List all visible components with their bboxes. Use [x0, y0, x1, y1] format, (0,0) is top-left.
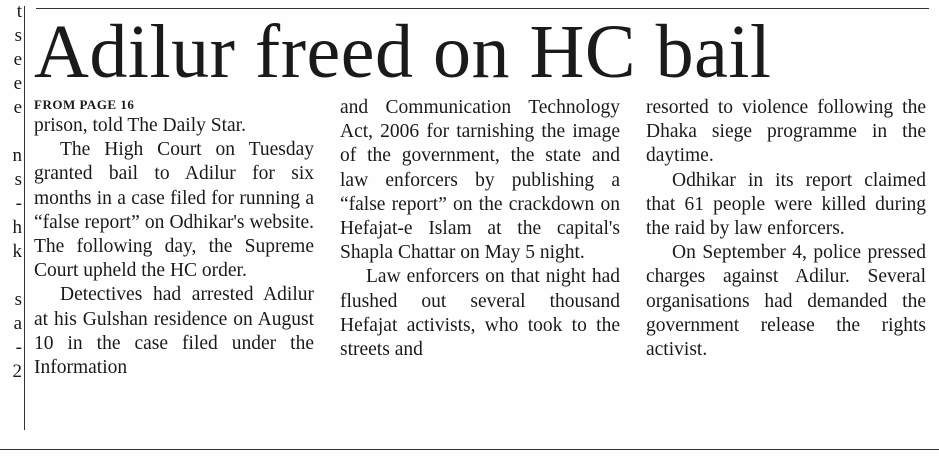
paragraph-continued: resorted to violence following the Dhaka siege programme in the daytime.: [646, 97, 926, 167]
edge-char: s: [14, 169, 22, 190]
edge-char: s: [14, 289, 22, 310]
paragraph: prison, told The Daily Star.: [34, 115, 246, 136]
article-column-3: [646, 96, 926, 362]
edge-char: e: [13, 49, 22, 70]
article-column-2: [340, 96, 620, 362]
headline: Adilur freed on HC bail: [34, 10, 772, 94]
paragraph-continued: and Communication Technology Act, 2006 for tarnishing the image of the government, the state and law enforcers by publishing a “false report” on the crackdown on Hefajat-e Islam at the capital's Shapla Chattar on May 5 night.: [340, 97, 620, 264]
article-column-1: [34, 96, 314, 380]
adjacent-article-edge: [0, 0, 22, 430]
top-rule: [36, 8, 929, 9]
edge-char: k: [12, 241, 22, 262]
paragraph: Law enforcers on that night had flushed out several thousand Hefajat activists, who took to the streets and: [340, 266, 620, 361]
edge-char: n: [12, 145, 22, 166]
edge-char: -: [15, 193, 22, 214]
paragraph: On September 4, police pressed charges against Adilur. Several organisations had demanded the government release the rights activist.: [646, 242, 926, 361]
column-divider: [24, 6, 25, 430]
edge-char: 2: [12, 361, 22, 382]
edge-char: t: [16, 1, 22, 22]
edge-char: [0, 264, 22, 288]
edge-char: s: [14, 25, 22, 46]
jump-line: FROM PAGE 16: [34, 97, 135, 112]
paragraph: Detectives had arrested Adilur at his Gulshan residence on August 10 in the case filed under the Information: [34, 284, 314, 379]
bottom-rule: [0, 449, 939, 450]
edge-char: [0, 120, 22, 144]
paragraph: Odhikar in its report claimed that 61 people were killed during the raid by law enforcers.: [646, 169, 926, 240]
edge-char: h: [12, 217, 22, 238]
edge-char: e: [13, 97, 22, 118]
paragraph: The High Court on Tuesday granted bail to Adilur for six months in a case filed for running a “false report” on Odhikar's website. The following day, the Supreme Court upheld the HC order.: [34, 139, 314, 282]
edge-char: a: [13, 313, 22, 334]
edge-char: e: [13, 73, 22, 94]
edge-char: -: [15, 337, 22, 358]
